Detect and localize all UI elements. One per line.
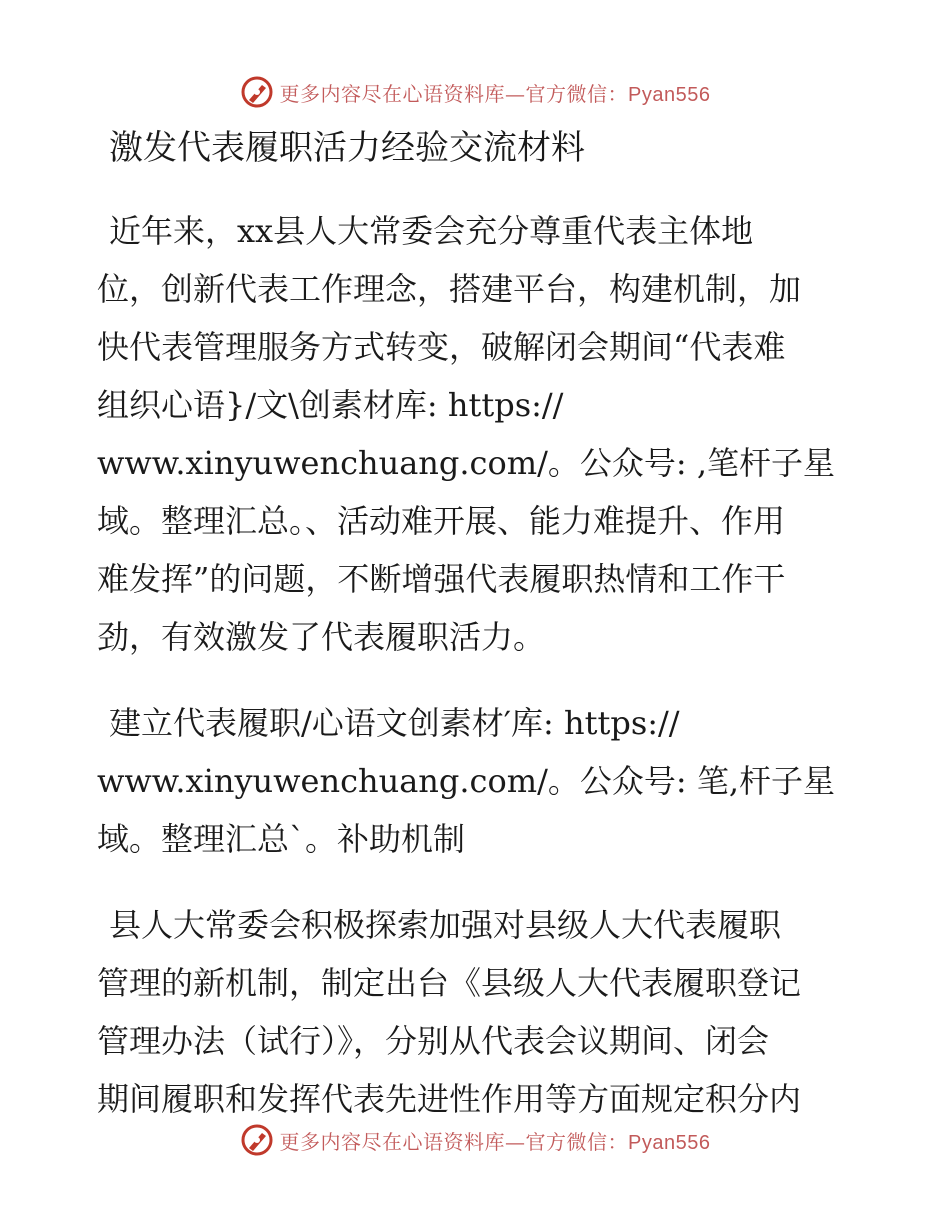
paragraph-section-heading (97, 694, 857, 868)
text-line: 劲，有效激发了代表履职活力。 (97, 618, 546, 656)
paragraph-intro (97, 202, 857, 666)
text-line: 县人大常委会积极探索加强对县级人大代表履职 (109, 906, 782, 944)
text-line: 管理办法（试行）》，分别从代表会议期间、闭会 (97, 1022, 770, 1060)
text-line: 域。整理汇总。、活动难开展、能力难提升、作用 (97, 502, 786, 540)
text-line: 域。整理汇总`。补助机制 (97, 820, 466, 858)
paragraph-body (97, 896, 857, 1128)
footer-watermark-banner (0, 1120, 950, 1160)
text-line: 快代表管理服务方式转变，破解闭会期间“代表难 (97, 328, 786, 366)
document-title: 激发代表履职活力经验交流材料 (109, 128, 585, 168)
pen-logo-icon (240, 1123, 274, 1157)
text-line: www.xinyuwenchuang.com/。公众号: 笔,杆子星 (97, 762, 835, 800)
text-line: 难发挥”的问题，不断增强代表履职热情和工作干 (97, 560, 786, 598)
text-line: 近年来，xx县人大常委会充分尊重代表主体地 (109, 212, 754, 250)
document-body (97, 122, 857, 1128)
text-line: 组织心语}/文\创素材库: https:// (97, 386, 564, 424)
header-watermark-banner (0, 72, 950, 112)
text-line: 管理的新机制，制定出台《县级人大代表履职登记 (97, 964, 802, 1002)
text-line: 位，创新代表工作理念，搭建平台，构建机制，加 (97, 270, 802, 308)
pen-logo-icon (240, 75, 274, 109)
text-line: 建立代表履职/心语文创素材′库: https:// (109, 704, 680, 742)
watermark-text: 更多内容尽在心语资料库—官方微信：Pyan556 (279, 81, 711, 106)
text-line: 期间履职和发挥代表先进性作用等方面规定积分内 (97, 1080, 802, 1118)
text-line: www.xinyuwenchuang.com/。公众号: ,笔杆子星 (97, 444, 835, 482)
watermark-text: 更多内容尽在心语资料库—官方微信：Pyan556 (279, 1129, 711, 1154)
